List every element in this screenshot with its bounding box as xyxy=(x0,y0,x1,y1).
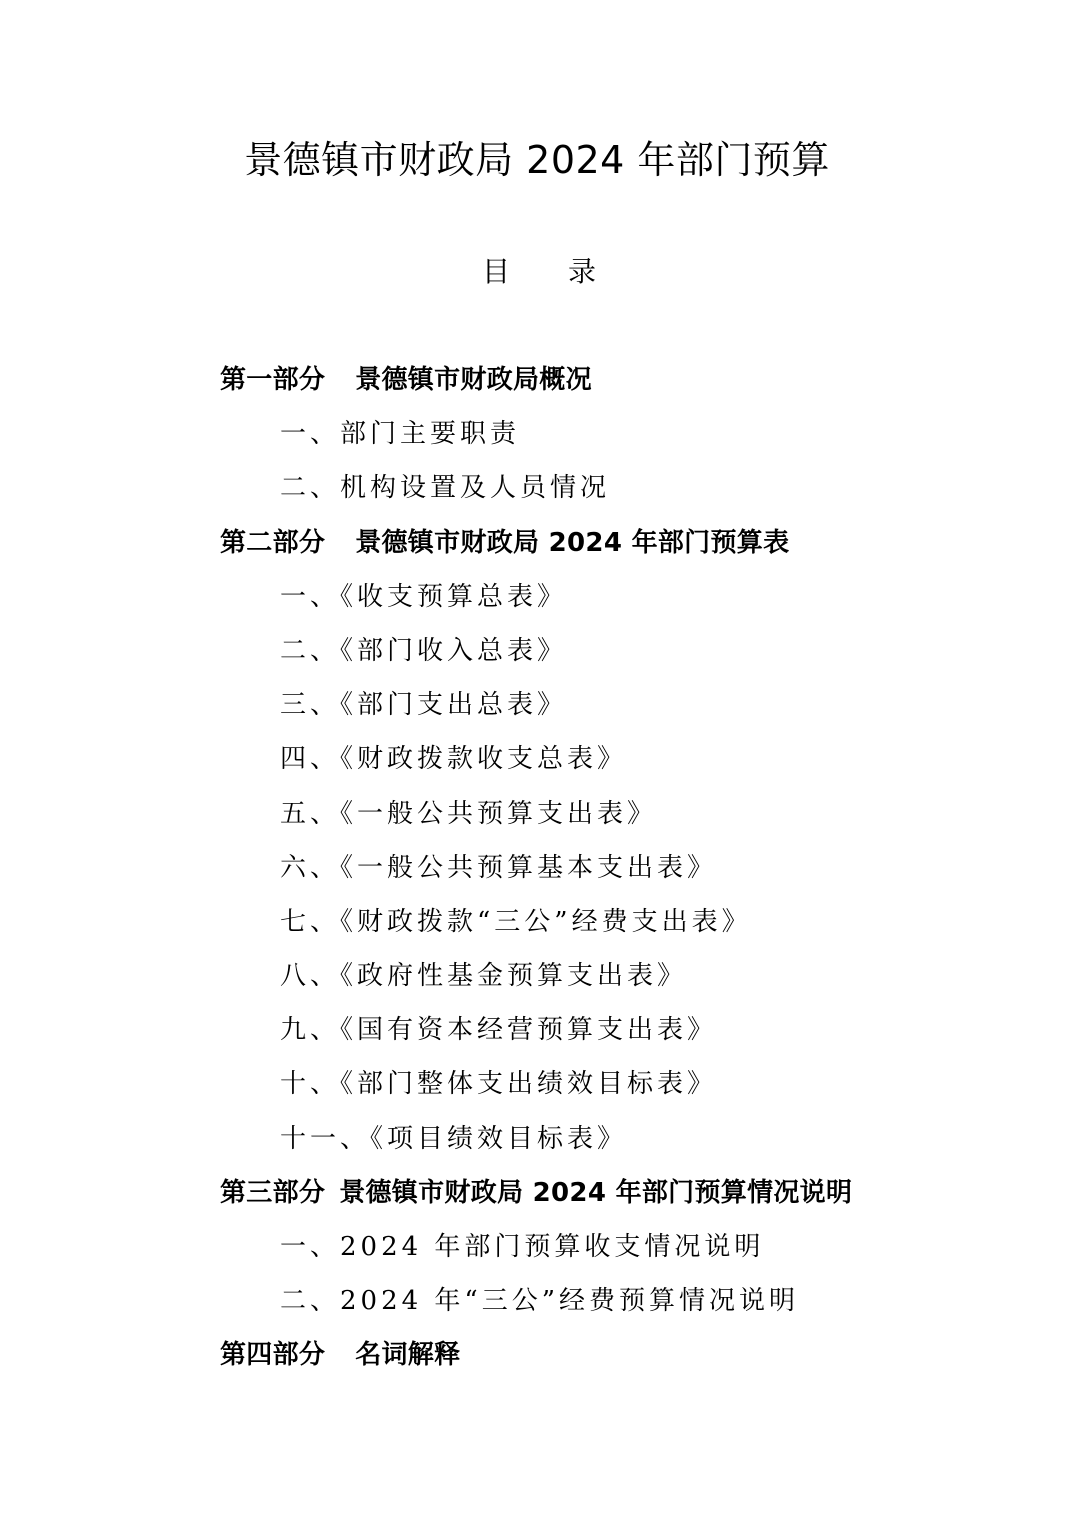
toc-item[interactable]: 一、部门主要职责 xyxy=(280,419,521,450)
part-number: 第三部分 xyxy=(220,1177,326,1208)
part-title: 景德镇市财政局 2024 年部门预算情况说明 xyxy=(339,1177,853,1208)
toc-heading-char-1: 目 xyxy=(482,255,511,288)
toc-item[interactable]: 九、《国有资本经营预算支出表》 xyxy=(280,1015,718,1046)
table-of-contents xyxy=(220,353,1020,1383)
part-title: 景德镇市财政局 2024 年部门预算表 xyxy=(355,527,790,558)
part-number: 第二部分 xyxy=(220,527,326,558)
document-title: 景德镇市财政局 2024 年部门预算 xyxy=(244,138,830,182)
part-title: 名词解释 xyxy=(355,1340,461,1371)
toc-item[interactable]: 一、2024 年部门预算收支情况说明 xyxy=(280,1232,765,1262)
toc-item[interactable]: 二、《部门收入总表》 xyxy=(280,635,568,666)
part-title: 景德镇市财政局概况 xyxy=(355,365,592,395)
toc-heading xyxy=(482,254,596,290)
toc-item[interactable]: 十、《部门整体支出绩效目标表》 xyxy=(280,1069,718,1100)
part-number: 第一部分 xyxy=(220,365,326,395)
toc-item[interactable]: 三、《部门支出总表》 xyxy=(280,690,568,721)
toc-part-4[interactable] xyxy=(220,1328,1020,1382)
toc-item[interactable]: 一、《收支预算总表》 xyxy=(280,581,568,612)
toc-item[interactable]: 八、《政府性基金预算支出表》 xyxy=(280,961,688,992)
toc-part-3[interactable] xyxy=(220,1166,1020,1220)
toc-item[interactable]: 十一、《项目绩效目标表》 xyxy=(280,1123,628,1154)
toc-item[interactable]: 五、《一般公共预算支出表》 xyxy=(280,798,658,829)
toc-heading-char-2: 录 xyxy=(568,255,597,288)
toc-part-2[interactable] xyxy=(220,516,1020,570)
toc-item[interactable]: 七、《财政拨款“三公”经费支出表》 xyxy=(280,906,752,937)
toc-item[interactable]: 二、机构设置及人员情况 xyxy=(280,473,611,504)
toc-item[interactable]: 六、《一般公共预算基本支出表》 xyxy=(280,852,718,883)
part-number: 第四部分 xyxy=(220,1340,326,1371)
toc-item[interactable]: 二、2024 年“三公”经费预算情况说明 xyxy=(280,1286,800,1317)
toc-item[interactable]: 四、《财政拨款收支总表》 xyxy=(280,744,628,775)
toc-part-1[interactable] xyxy=(220,353,1020,407)
